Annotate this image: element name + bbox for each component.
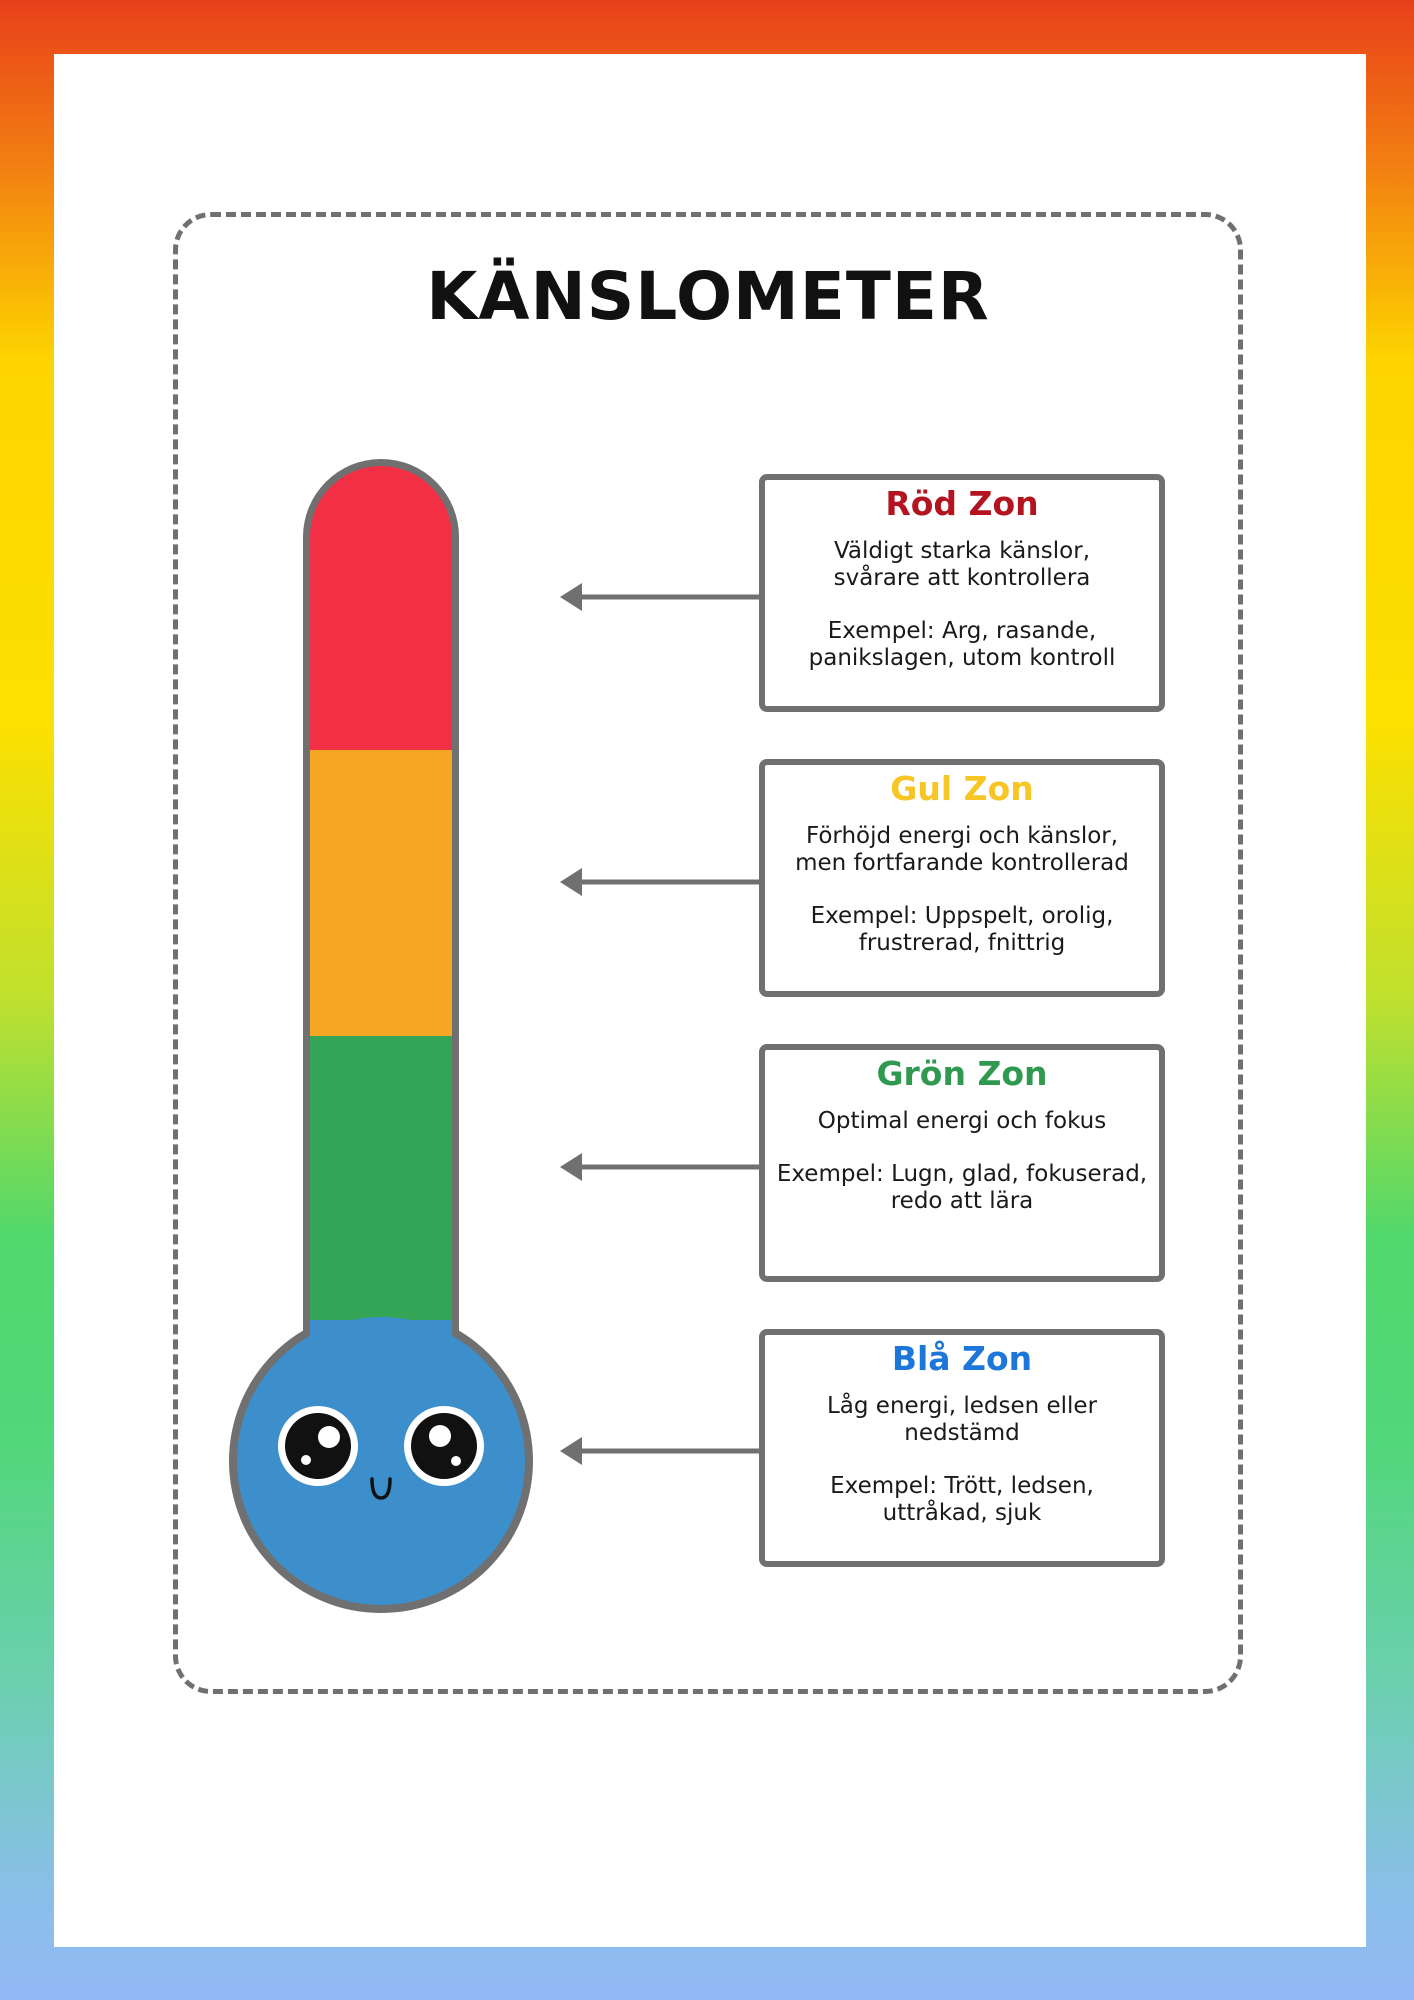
left-eye <box>278 1406 358 1486</box>
yellow-zone-title: Gul Zon <box>890 769 1034 808</box>
red-zone-example: Exempel: Arg, rasande, panikslagen, utom kontroll <box>808 618 1116 671</box>
blue-zone-title: Blå Zon <box>891 1339 1033 1378</box>
bulb-neck <box>310 1320 452 1380</box>
blue-zone-description: Låg energi, ledsen eller nedstämd <box>826 1393 1098 1446</box>
right-eye <box>404 1406 484 1486</box>
blue-zone-example: Exempel: Trött, ledsen, uttråkad, sjuk <box>830 1473 1094 1526</box>
yellow-zone-description: Förhöjd energi och känslor, men fortfarande kontrollerad <box>795 823 1129 876</box>
yellow-zone-card <box>759 759 1165 997</box>
red-zone-description: Väldigt starka känslor, svårare att kontrollera <box>833 538 1091 591</box>
green-zone-title: Grön Zon <box>876 1054 1048 1093</box>
blue-zone-card <box>759 1329 1165 1567</box>
page-title: KÄNSLOMETER <box>426 258 990 335</box>
yellow-zone-example: Exempel: Uppspelt, orolig, frustrerad, fnittrig <box>810 903 1114 956</box>
green-zone-example: Exempel: Lugn, glad, fokuserad, redo att lära <box>776 1161 1148 1214</box>
arrow-green-zone <box>560 1153 762 1181</box>
arrow-blue-zone <box>560 1437 762 1465</box>
arrow-yellow-zone <box>560 868 762 896</box>
red-zone-card <box>759 474 1165 712</box>
green-zone-card <box>759 1044 1165 1282</box>
yellow-zone-segment <box>300 750 470 1036</box>
green-zone-segment <box>300 1036 470 1323</box>
arrow-red-zone <box>560 583 762 611</box>
green-zone-description: Optimal energi och fokus <box>817 1108 1107 1134</box>
red-zone-title: Röd Zon <box>885 484 1039 523</box>
